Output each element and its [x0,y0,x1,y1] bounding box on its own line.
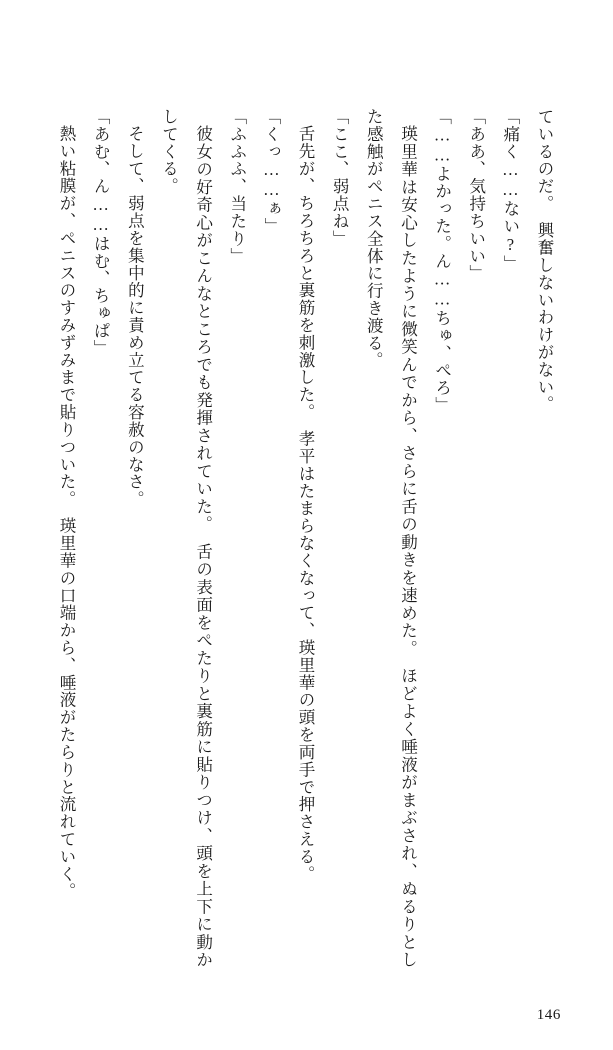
paragraph: そして、弱点を集中的に責め立てる容赦のなさ。 [125,124,145,508]
paragraph: 「ここ、弱点ね」 [330,108,350,248]
paragraph: 彼女の好奇心がこんなところでも発揮されていた。 舌の表面をぺたりと裏筋に貼りつけ、頭を上下に動かしてくる。 [159,108,213,968]
paragraph: 舌先が、ちろちろと裏筋を刺激した。 孝平はたまらなくなって、瑛里華の頭を両手で押さえる。 [296,124,316,883]
paragraph: ているのだ。 興奮しないわけがない。 [535,108,554,414]
paragraph: 「くっ……ぁ」 [261,108,281,235]
paragraph: 「ああ、気持ちいい」 [466,108,486,283]
paragraph: 「……よかった。ん……ちゅ、ぺろ」 [432,108,452,414]
page-number: 146 [536,1007,561,1023]
paragraph: 「あむ、ん……はむ、ちゅぱ」 [91,108,111,357]
paragraph: 「ふふふ、当たり」 [227,108,247,265]
page-text-body [52,108,561,968]
paragraph: 「痛く……ない?」 [500,108,520,273]
paragraph: 瑛里華は安心したように微笑んでから、さらに舌の動きを速めた。 ほどよく唾液がまぶされ、ぬるりとした感触がペニス全体に行き渡る。 [364,108,418,968]
paragraph: 熱い粘膜が、ペニスのすみずみまで貼りついた。 瑛里華の口端から、唾液がたらりと流れていく。 [57,124,77,900]
